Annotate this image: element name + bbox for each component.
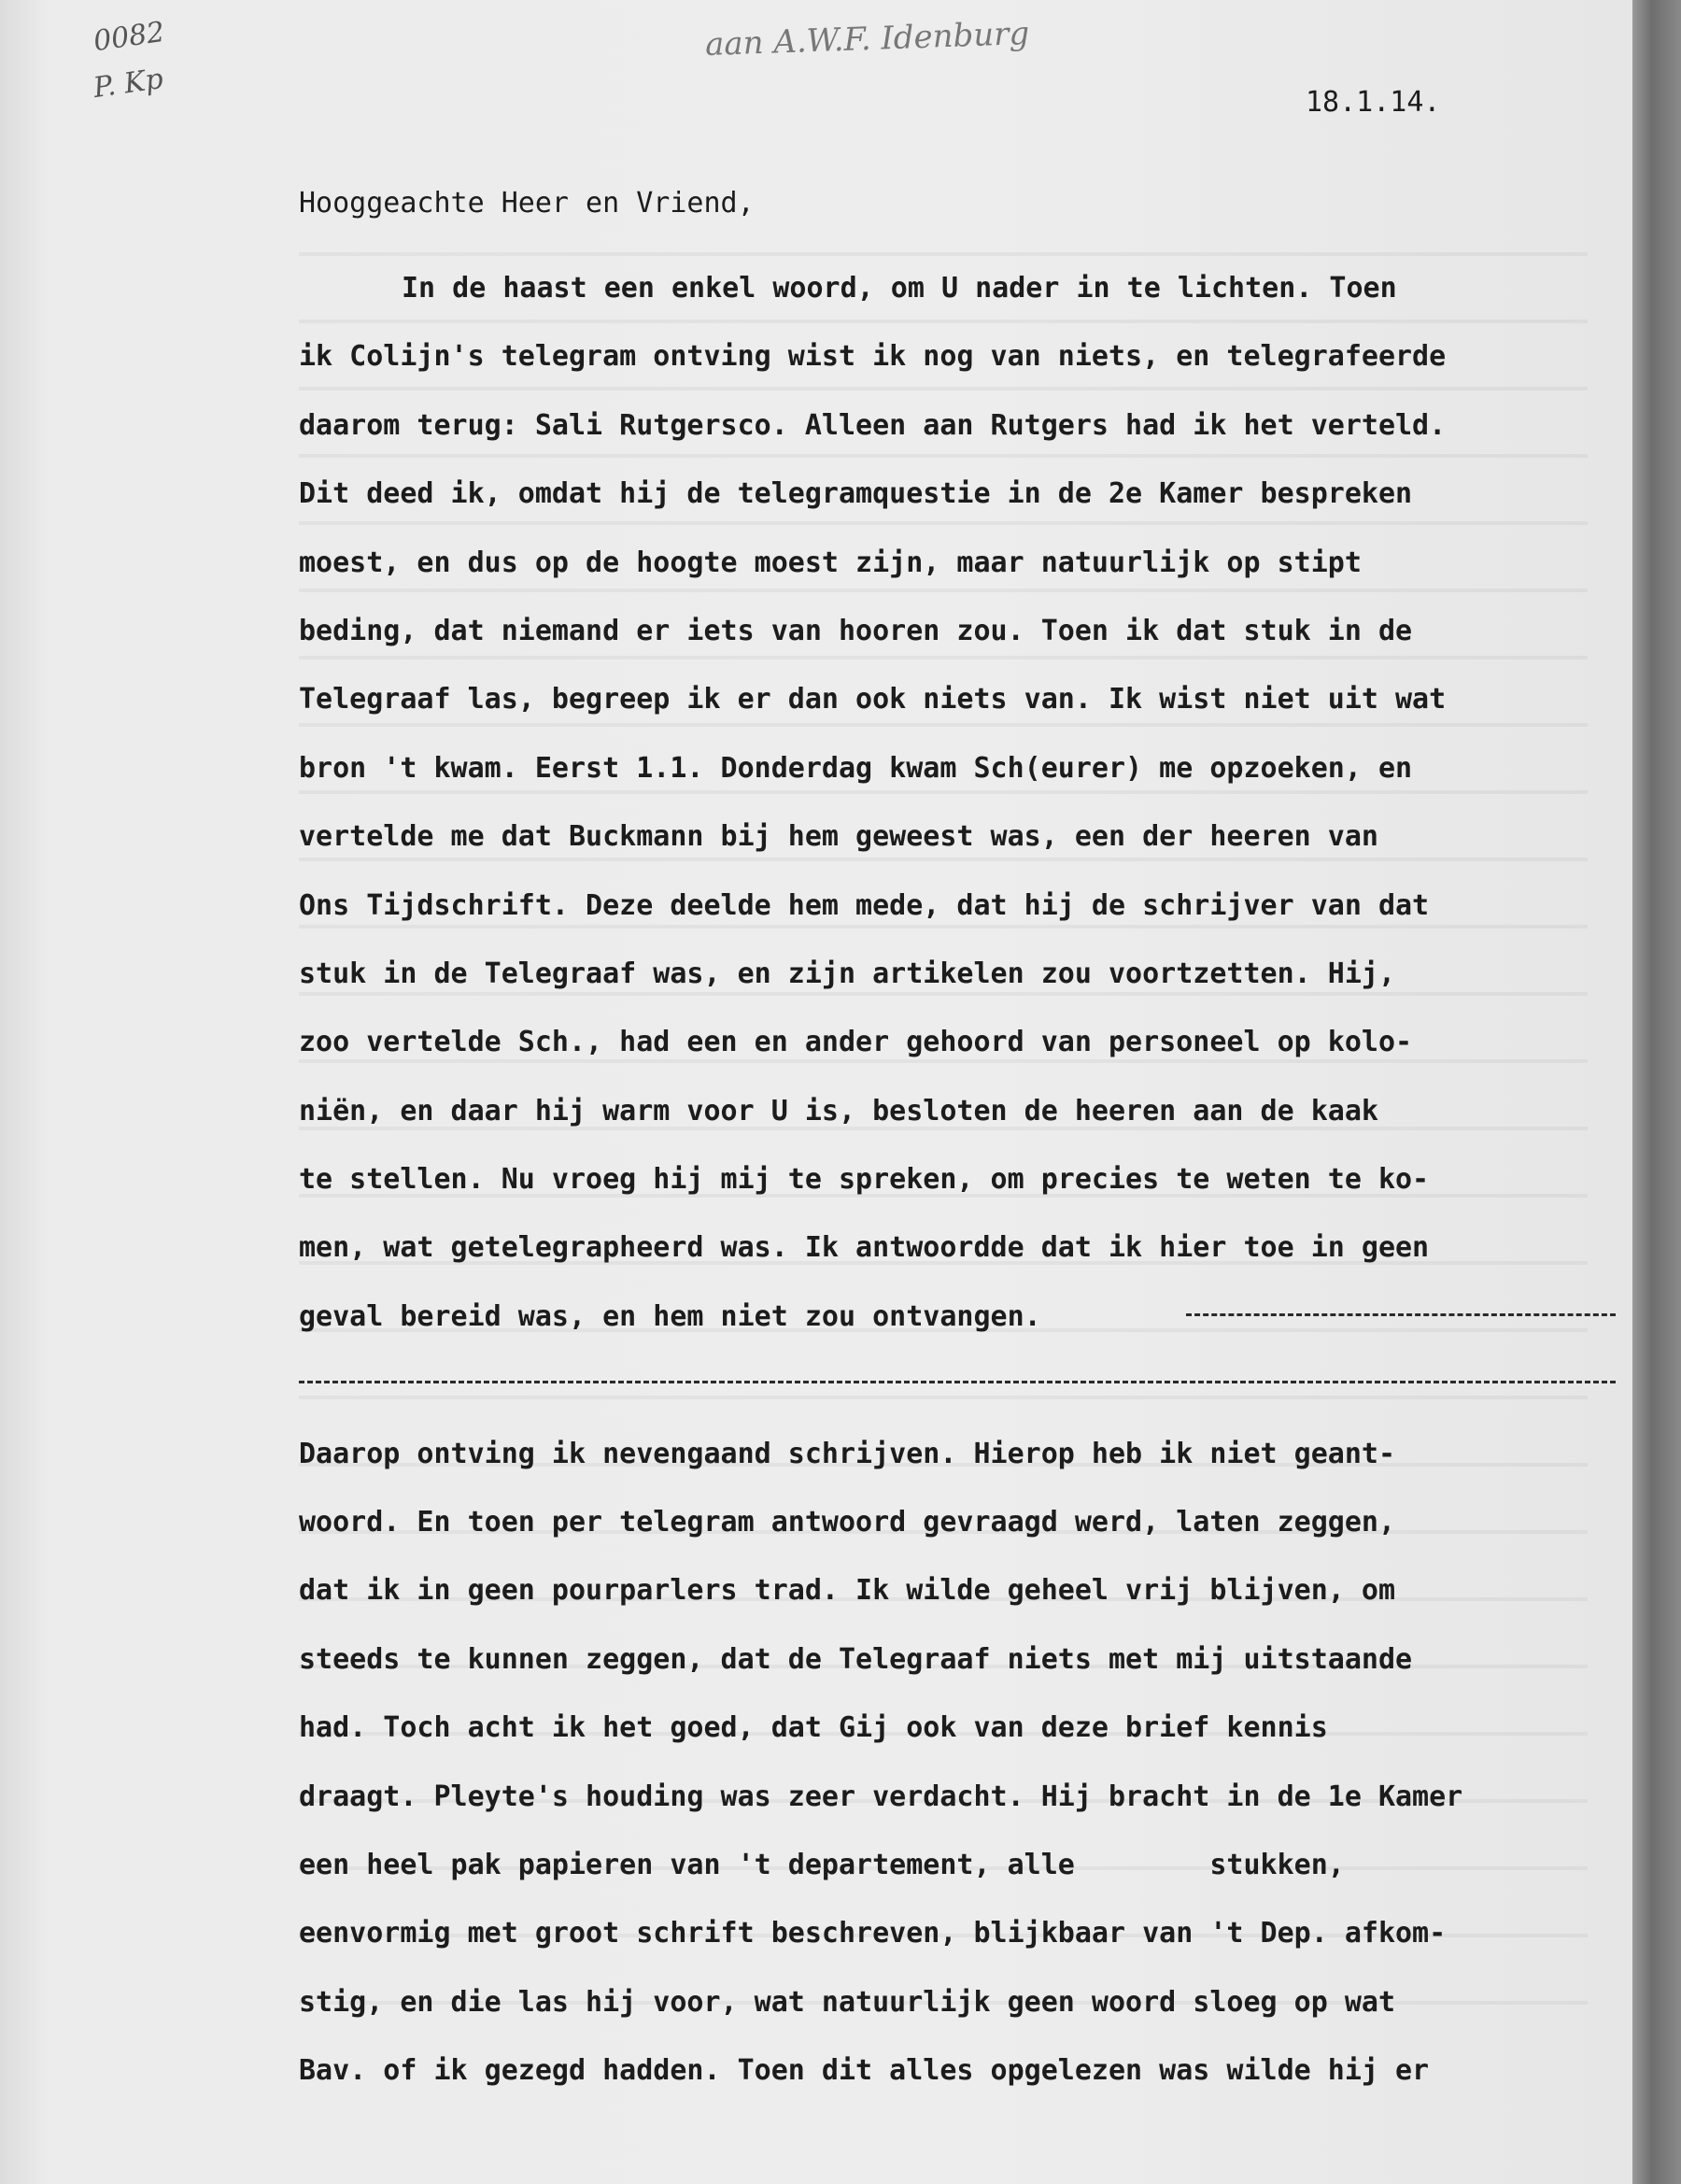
dash-rule-full <box>299 1381 1616 1383</box>
body-line: niën, en daar hij warm voor U is, besloten de heeren aan de kaak <box>299 1094 1378 1127</box>
letter-body <box>299 254 1625 2106</box>
body-line: men, wat getelegrapheerd was. Ik antwoordde dat ik hier toe in geen <box>299 1231 1430 1265</box>
body-line: vertelde me dat Buckmann bij hem geweest was, een der heeren van <box>299 820 1378 854</box>
body-line: draagt. Pleyte's houding was zeer verdacht. Hij bracht in de 1e Kamer <box>299 1780 1463 1813</box>
archive-number: 0082 <box>91 15 167 59</box>
body-line: zoo vertelde Sch., had een en ander gehoord van personeel op kolo- <box>299 1026 1413 1059</box>
body-line: een heel pak papieren van 't departement, alle stukken, <box>299 1848 1345 1881</box>
body-line: daarom terug: Sali Rutgersco. Alleen aan Rutgers had ik het verteld. <box>299 408 1447 442</box>
body-line: bron 't kwam. Eerst 1.1. Donderdag kwam Sch(eurer) me opzoeken, en <box>299 751 1413 785</box>
body-line: Bav. of ik gezegd hadden. Toen dit alles opgelezen was wilde hij er <box>299 2054 1430 2088</box>
body-line: dat ik in geen pourparlers trad. Ik wilde geheel vrij blijven, om <box>299 1574 1395 1608</box>
letter-date: 18.1.14. <box>1306 86 1441 119</box>
body-line: geval bereid was, en hem niet zou ontvangen. <box>299 1299 1041 1333</box>
body-line: moest, en dus op de hoogte moest zijn, maar natuurlijk op stipt <box>299 546 1362 579</box>
body-line: had. Toch acht ik het goed, dat Gij ook van deze brief kennis <box>299 1711 1328 1745</box>
body-line-blank <box>299 1351 1625 1419</box>
body-line: Daarop ontving ik nevengaand schrijven. Hierop heb ik niet geant- <box>299 1437 1395 1470</box>
body-line: Telegraaf las, begreep ik er dan ook niets van. Ik wist niet uit wat <box>299 683 1447 716</box>
body-line: Ons Tijdschrift. Deze deelde hem mede, dat hij de schrijver van dat <box>299 888 1430 922</box>
salutation: Hooggeachte Heer en Vriend, <box>299 187 755 220</box>
recipient-note: aan A.W.F. Idenburg <box>704 14 1030 64</box>
body-line: woord. En toen per telegram antwoord gevraagd werd, laten zeggen, <box>299 1506 1395 1539</box>
body-line: eenvormig met groot schrift beschreven, blijkbaar van 't Dep. afkom- <box>299 1917 1447 1950</box>
body-line: stig, en die las hij voor, wat natuurlijk geen woord sloeg op wat <box>299 1985 1395 2019</box>
body-line: te stellen. Nu vroeg hij mij te spreken, om precies te weten te ko- <box>299 1163 1430 1197</box>
body-line: steeds te kunnen zeggen, dat de Telegraaf niets met mij uitstaande <box>299 1642 1413 1676</box>
body-line: ik Colijn's telegram ontving wist ik nog van niets, en telegrafeerde <box>299 340 1447 374</box>
body-line: Dit deed ik, omdat hij de telegramquestie in de 2e Kamer bespreken <box>299 477 1413 511</box>
body-line: stuk in de Telegraaf was, en zijn artikelen zou voortzetten. Hij, <box>299 957 1395 990</box>
body-line: beding, dat niemand er iets van hooren zou. Toen ik dat stuk in de <box>299 614 1413 647</box>
archive-code: P. Kp <box>91 62 165 106</box>
dash-rule-end-of-line <box>1186 1313 1616 1316</box>
page-edge-shadow <box>1632 0 1681 2184</box>
body-line: In de haast een enkel woord, om U nader in te lichten. Toen <box>402 272 1397 305</box>
